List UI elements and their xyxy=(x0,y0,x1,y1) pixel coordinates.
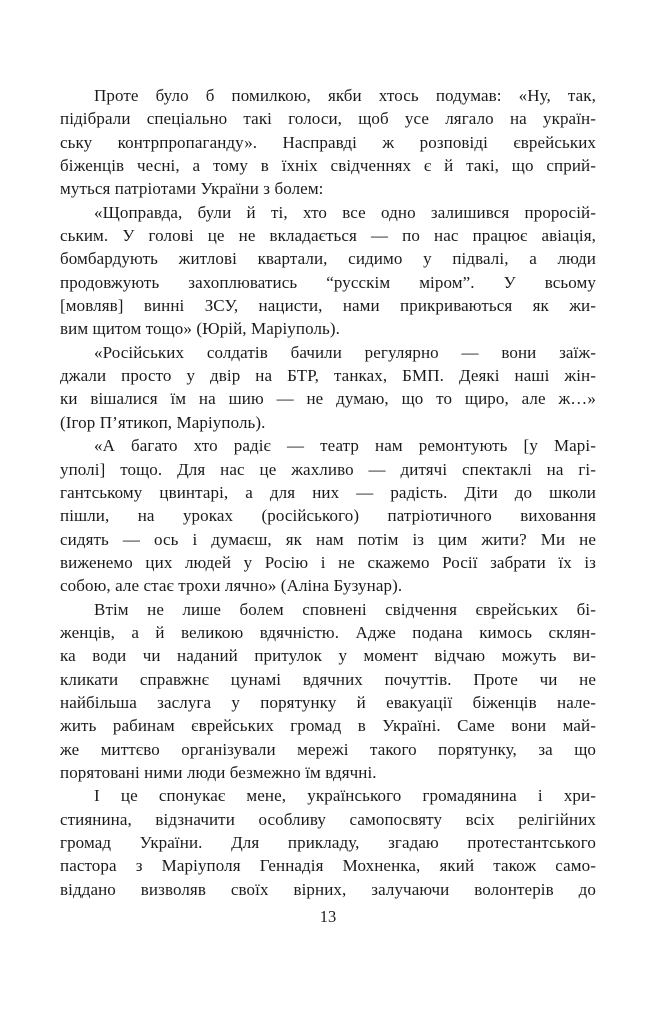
text-line: джали просто у двір на БТР, танках, БМП. Деякі наші жін- xyxy=(60,366,596,386)
text-line: порятовані ними люди безмежно їм вдячні. xyxy=(60,762,377,782)
text-line: стиянина, відзначити особливу самопосвяту всіх релігійних xyxy=(60,809,596,829)
paragraph xyxy=(60,201,596,341)
text-line: жить рабинам єврейських громад в Україні. Саме вони май- xyxy=(60,716,596,736)
text-line: вим щитом тощо» (Юрій, Маріуполь). xyxy=(60,319,341,339)
text-line: виженемо цих людей у Росію і не скажемо Росії забрати їх із xyxy=(60,552,596,572)
paragraph xyxy=(60,341,596,434)
text-line: же миттєво організували мережі такого порятунку, за що xyxy=(60,739,596,759)
paragraph xyxy=(60,784,596,901)
text-line: сидять — ось і думаєш, як нам потім із цим жити? Ми не xyxy=(60,529,596,549)
text-line: [мовляв] винні ЗСУ, нацисти, нами прикриваються як жи- xyxy=(60,296,596,316)
text-line: підібрали спеціально такі голоси, щоб усе лягало на україн- xyxy=(60,109,596,129)
text-line: ську контрпропаганду». Насправді ж розповіді єврейських xyxy=(60,132,596,152)
text-line: гантському цвинтарі, а для них — радість. Діти до школи xyxy=(60,482,596,502)
text-line: найбільша заслуга у порятунку й евакуації біженців нале- xyxy=(60,692,596,712)
text-line: пастора з Маріуполя Геннадія Мохненка, який також само- xyxy=(60,856,596,876)
text-line: кликати справжнє цунамі вдячних почуттів. Проте чи не xyxy=(60,669,596,689)
text-line: біженців чесні, а тому в їхніх свідченнях є й такі, що сприй- xyxy=(60,156,596,176)
text-line: віддано визволяв своїх вірних, залучаючи волонтерів до xyxy=(60,879,596,899)
text-line: ка води чи наданий притулок у момент відчаю можуть ви- xyxy=(60,646,596,666)
text-line: Втім не лише болем сповнені свідчення єврейських бі- xyxy=(94,599,596,619)
text-line: ки вішалися їм на шию — не думаю, що то щиро, але ж…» xyxy=(60,389,596,409)
text-line: «Російських солдатів бачили регулярно — вони заїж- xyxy=(94,342,596,362)
text-line: «А багато хто радіє — театр нам ремонтують [у Марі- xyxy=(94,436,596,456)
text-line: уполі] тощо. Для нас це жахливо — дитячі спектаклі на гі- xyxy=(60,459,596,479)
paragraph xyxy=(60,84,596,201)
page-text xyxy=(60,84,596,901)
page-number: 13 xyxy=(319,907,337,926)
paragraph xyxy=(60,434,596,597)
text-line: собою, але стає трохи лячно» (Аліна Бузунар). xyxy=(60,576,403,596)
text-line: громад України. Для прикладу, згадаю протестантського xyxy=(60,833,596,852)
text-line: женців, а й великою вдячністю. Адже подана кимось склян- xyxy=(60,622,596,642)
text-line: (Ігор П’ятикоп, Маріуполь). xyxy=(60,412,266,432)
text-line: ським. У голові це не вкладається — по нас працює авіація, xyxy=(60,226,596,246)
text-line: І це спонукає мене, українського громадянина і хри- xyxy=(94,786,596,806)
text-line: муться патріотами України з болем: xyxy=(60,179,324,199)
text-line: «Щоправда, були й ті, хто все одно залишився проросій- xyxy=(94,202,596,222)
text-line: бомбардують житлові квартали, сидимо у підвалі, а люди xyxy=(60,249,596,269)
text-line: пішли, на уроках (російського) патріотичного виховання xyxy=(60,506,596,526)
text-line: продовжують захоплюватись “русскім міром”. У всьому xyxy=(60,272,596,292)
text-line: Проте було б помилкою, якби хтось подумав: «Ну, так, xyxy=(94,86,596,105)
paragraph xyxy=(60,598,596,785)
